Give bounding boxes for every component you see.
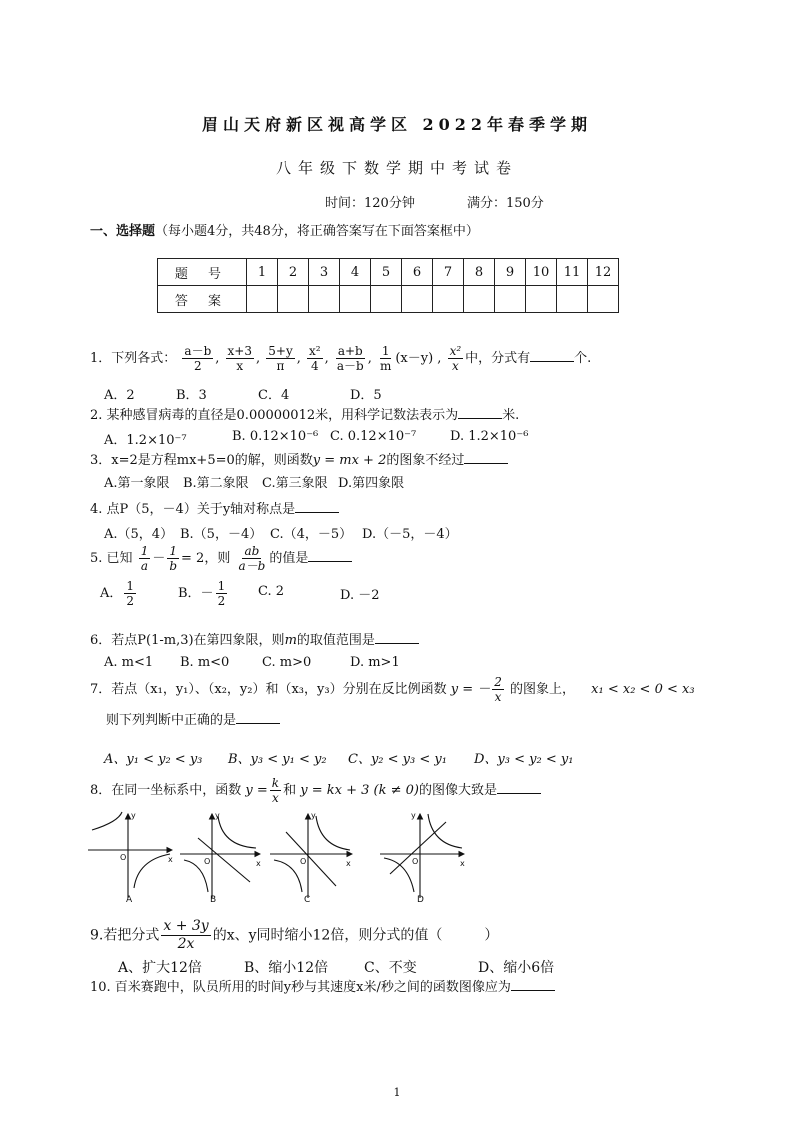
answer-table-number-row bbox=[158, 259, 619, 286]
denominator: 2 bbox=[126, 594, 135, 608]
q8-graph-d[interactable] bbox=[380, 814, 464, 898]
answer-number: 6 bbox=[402, 259, 433, 286]
q1-fraction-6 bbox=[378, 344, 393, 373]
q1-prefix: 1．下列各式： bbox=[90, 351, 177, 366]
q1-fraction-3 bbox=[266, 344, 294, 373]
answer-number: 9 bbox=[495, 259, 526, 286]
answer-cell[interactable] bbox=[495, 286, 526, 313]
question-9 bbox=[90, 918, 498, 953]
q2-option-b[interactable]: B. 0.12×10⁻⁶ bbox=[232, 429, 319, 444]
numerator: k bbox=[271, 776, 280, 790]
q3-option-a[interactable]: A.第一象限 bbox=[104, 476, 170, 491]
question-1: 1．下列各式： $\frac{a-b}{2}$ , $\frac{x+3}{x}$ , $\frac{5+y}{\pi}$ , $\frac{\text{x²}}{4}$ , $\frac{a+b}{a-b}$ , $\frac{1}{m}$ (x－y) , $\frac{\text{x²}}{x}$ 中，分式有 个. bbox=[90, 344, 592, 373]
q4-option-b[interactable]: B.（5，－4） bbox=[180, 527, 263, 542]
q4-text: 4. 点P（5，－4）关于y轴对称点是 bbox=[90, 502, 296, 517]
question-8 bbox=[90, 776, 541, 805]
answer-table-answer-row bbox=[158, 286, 619, 313]
exam-title: 眉山天府新区视高学区 2022年春季学期 bbox=[201, 115, 593, 134]
q5-option-b[interactable] bbox=[178, 579, 229, 608]
q1-suffix: 中，分式有 bbox=[465, 351, 531, 366]
question-7 bbox=[90, 675, 695, 704]
q8-end: 的图像大致是 bbox=[418, 783, 497, 798]
q5-answer-blank[interactable] bbox=[308, 549, 352, 562]
q1-option-d[interactable]: D．5 bbox=[350, 388, 382, 403]
numerator: x + 3y bbox=[163, 918, 209, 934]
q1-end: 个. bbox=[574, 351, 592, 366]
answer-cell[interactable] bbox=[402, 286, 433, 313]
axis-y-label: y bbox=[131, 811, 136, 820]
answer-cell[interactable] bbox=[557, 286, 588, 313]
axis-x-label: x bbox=[168, 855, 173, 864]
q1-fraction-5 bbox=[335, 344, 366, 373]
q5-option-c[interactable]: C. 2 bbox=[258, 584, 285, 599]
answer-cell[interactable] bbox=[588, 286, 619, 313]
denominator: x bbox=[494, 690, 502, 704]
origin-label: O bbox=[120, 853, 127, 862]
q4-option-d[interactable]: D.（－5，－4） bbox=[362, 527, 458, 542]
q7-option-a[interactable]: A、y₁ < y₂ < y₃ bbox=[104, 752, 203, 767]
q2-text: 2. 某种感冒病毒的直径是0.00000012米，用科学记数法表示为 bbox=[90, 408, 459, 423]
q2-option-a[interactable]: A．1.2×10⁻⁷ bbox=[104, 433, 187, 448]
answer-cell[interactable] bbox=[278, 286, 309, 313]
q4-answer-blank[interactable] bbox=[295, 500, 339, 513]
q3-option-d[interactable]: D.第四象限 bbox=[338, 476, 405, 491]
axis-x-label: x bbox=[346, 859, 351, 868]
section-note: （每小题4分，共48分，将正确答案写在下面答案框中） bbox=[155, 224, 479, 239]
q5-option-a-fraction bbox=[124, 579, 136, 608]
q7-line-2 bbox=[106, 709, 280, 728]
answer-table-header-answer: 答 案 bbox=[158, 286, 247, 313]
numerator: x² bbox=[449, 344, 462, 358]
q6-option-c[interactable]: C. m>0 bbox=[262, 655, 312, 670]
q3-option-b[interactable]: B.第二象限 bbox=[183, 476, 249, 491]
q4-option-a[interactable]: A.（5，4） bbox=[104, 527, 174, 542]
exam-score: 满分：150分 bbox=[466, 196, 544, 211]
question-4 bbox=[90, 498, 339, 517]
numerator: 1 bbox=[217, 579, 226, 593]
numerator: a－b bbox=[184, 344, 212, 358]
q1-option-c[interactable]: C．4 bbox=[258, 388, 290, 403]
axis-y-label: y bbox=[215, 811, 220, 820]
q8-graph-b[interactable] bbox=[180, 814, 260, 898]
q1-fraction-2 bbox=[226, 344, 254, 373]
q5-option-d[interactable]: D. －2 bbox=[340, 588, 380, 603]
q1-option-a[interactable]: A．2 bbox=[104, 388, 135, 403]
axis-x-label: x bbox=[460, 859, 465, 868]
question-10 bbox=[90, 976, 555, 995]
q2-answer-blank[interactable] bbox=[458, 406, 502, 419]
origin-label: O bbox=[204, 857, 211, 866]
q7-answer-blank[interactable] bbox=[236, 711, 280, 724]
numerator: 1 bbox=[169, 544, 177, 558]
answer-number: 4 bbox=[340, 259, 371, 286]
answer-number: 5 bbox=[371, 259, 402, 286]
q5-text: 5. 已知 bbox=[90, 551, 133, 566]
option-label: B．－ bbox=[178, 586, 214, 601]
axis-y-label: y bbox=[411, 811, 416, 820]
q9-text: 9.若把分式 bbox=[90, 927, 160, 944]
q1-fraction-4 bbox=[307, 344, 323, 373]
q8-answer-blank[interactable] bbox=[497, 781, 541, 794]
answer-number: 2 bbox=[278, 259, 309, 286]
q6-text: 6．若点P(1-m,3)在第四象限，则 bbox=[90, 633, 285, 648]
denominator: a－b bbox=[336, 359, 364, 373]
numerator: 1 bbox=[126, 579, 135, 593]
numerator: 1 bbox=[140, 544, 149, 558]
axis-x-label: x bbox=[256, 859, 261, 868]
numerator: 2 bbox=[494, 675, 502, 689]
numerator: 1 bbox=[381, 344, 390, 358]
q3-end: 的图象不经过 bbox=[386, 453, 465, 468]
q8-graph-a[interactable] bbox=[88, 812, 172, 898]
q5-fraction-3 bbox=[236, 544, 267, 573]
q7-option-c[interactable]: C、y₂ < y₃ < y₁ bbox=[348, 752, 447, 767]
q9-fraction bbox=[161, 918, 210, 953]
q1-term-tail: (x－y) bbox=[395, 351, 434, 366]
denominator: x bbox=[272, 791, 279, 805]
q9-end: 的x、y同时缩小12倍，则分式的值（ ） bbox=[212, 927, 499, 944]
denominator: a bbox=[140, 559, 149, 573]
graph-label-b: B bbox=[210, 895, 217, 904]
answer-number: 12 bbox=[588, 259, 619, 286]
q8-expression: y = kx + 3 (k ≠ 0) bbox=[300, 783, 419, 798]
answer-number: 10 bbox=[526, 259, 557, 286]
graph-label-d: D bbox=[417, 895, 424, 904]
numerator: a+b bbox=[337, 344, 363, 358]
origin-label: O bbox=[412, 857, 419, 866]
q6-end: 的取值范围是 bbox=[296, 633, 375, 648]
numerator: x² bbox=[309, 344, 321, 358]
q6-variable: m bbox=[284, 633, 297, 648]
q3-expression: y = mx + 2 bbox=[312, 453, 387, 468]
q7-text: 7．若点（x₁，y₁）、（x₂，y₂）和（x₃，y₃）分别在反比例函数 bbox=[90, 682, 447, 697]
q9-option-d[interactable]: D、缩小6倍 bbox=[478, 960, 555, 976]
q4-option-c[interactable]: C.（4，－5） bbox=[270, 527, 353, 542]
q7-function-prefix: y = － bbox=[450, 682, 491, 697]
q9-option-a[interactable]: A、扩大12倍 bbox=[118, 960, 202, 976]
q1-answer-blank[interactable] bbox=[530, 349, 574, 362]
answer-number: 8 bbox=[464, 259, 495, 286]
answer-cell[interactable] bbox=[433, 286, 464, 313]
q7-condition: x₁ < x₂ < 0 < x₃ bbox=[591, 682, 695, 697]
q6-option-b[interactable]: B. m<0 bbox=[180, 655, 230, 670]
exam-subtitle: 八年级下数学期中考试卷 bbox=[275, 159, 518, 177]
denominator: 2x bbox=[177, 936, 195, 952]
q8-text: 8．在同一坐标系中，函数 bbox=[90, 783, 242, 798]
denominator: x bbox=[451, 359, 459, 373]
answer-cell[interactable] bbox=[247, 286, 278, 313]
q10-text: 10. 百米赛跑中，队员所用的时间y秒与其速度x米/秒之间的函数图像应为 bbox=[90, 980, 511, 995]
q6-option-a[interactable]: A. m<1 bbox=[104, 655, 154, 670]
option-label: A． bbox=[100, 586, 123, 601]
exam-info bbox=[325, 192, 592, 211]
q5-fraction-1 bbox=[139, 544, 151, 573]
question-2 bbox=[90, 404, 519, 423]
q9-option-c[interactable]: C、不变 bbox=[364, 960, 417, 976]
q8-function-prefix: y = bbox=[245, 783, 268, 798]
axis-y-label: y bbox=[311, 811, 316, 820]
question-3 bbox=[90, 449, 508, 468]
q3-option-c[interactable]: C.第三象限 bbox=[262, 476, 328, 491]
q2-option-d[interactable]: D. 1.2×10⁻⁶ bbox=[450, 429, 529, 444]
denominator: m bbox=[379, 359, 392, 373]
q3-text: 3．x=2是方程mx+5=0的解，则函数 bbox=[90, 453, 313, 468]
answer-cell[interactable] bbox=[526, 286, 557, 313]
numerator: x+3 bbox=[227, 344, 252, 358]
q8-graphs bbox=[80, 808, 520, 904]
answer-cell[interactable] bbox=[309, 286, 340, 313]
q1-fraction-7 bbox=[448, 344, 464, 373]
q7-line2-text: 则下列判断中正确的是 bbox=[106, 713, 237, 728]
section-heading bbox=[90, 220, 479, 239]
question-5 bbox=[90, 544, 352, 573]
answer-number: 11 bbox=[557, 259, 588, 286]
q10-answer-blank[interactable] bbox=[511, 978, 555, 991]
q5-fraction-2 bbox=[167, 544, 179, 573]
answer-cell[interactable] bbox=[371, 286, 402, 313]
q8-fraction bbox=[270, 776, 281, 805]
q5-minus: － bbox=[152, 551, 166, 566]
q5-option-a[interactable] bbox=[100, 579, 138, 608]
q5-option-b-fraction bbox=[216, 579, 228, 608]
numerator: ab bbox=[244, 544, 260, 558]
numerator: 5+y bbox=[268, 344, 293, 358]
graph-label-c: C bbox=[304, 895, 311, 904]
exam-time: 时间：120分钟 bbox=[325, 196, 415, 211]
q8-mid: 和 bbox=[283, 783, 297, 798]
denominator: 4 bbox=[310, 359, 319, 373]
q9-option-b[interactable]: B、缩小12倍 bbox=[244, 960, 329, 976]
q1-fraction-1 bbox=[182, 344, 213, 373]
denominator: a－b bbox=[238, 559, 266, 573]
q5-equals: = 2，则 bbox=[181, 551, 231, 566]
q6-option-d[interactable]: D. m>1 bbox=[350, 655, 400, 670]
answer-table-header-number: 题 号 bbox=[158, 259, 247, 286]
denominator: 2 bbox=[217, 594, 226, 608]
answer-cell[interactable] bbox=[340, 286, 371, 313]
origin-label: O bbox=[300, 857, 307, 866]
page-number: 1 bbox=[393, 1086, 401, 1099]
q7-mid: 的图象上， bbox=[510, 682, 576, 697]
denominator: π bbox=[276, 359, 285, 373]
q1-option-b[interactable]: B．3 bbox=[176, 388, 207, 403]
q2-option-c[interactable]: C. 0.12×10⁻⁷ bbox=[330, 429, 417, 444]
q6-answer-blank[interactable] bbox=[375, 631, 419, 644]
q7-option-d[interactable]: D、y₃ < y₂ < y₁ bbox=[474, 752, 574, 767]
denominator: 2 bbox=[194, 359, 202, 373]
answer-number: 3 bbox=[309, 259, 340, 286]
answer-table bbox=[157, 258, 619, 313]
q7-option-b[interactable]: B、y₃ < y₁ < y₂ bbox=[228, 752, 327, 767]
section-label: 一、选择题 bbox=[90, 224, 156, 239]
q2-end: 米. bbox=[502, 408, 520, 423]
q7-fraction bbox=[492, 675, 504, 704]
denominator: x bbox=[236, 359, 244, 373]
q8-graph-c[interactable] bbox=[270, 814, 352, 898]
question-6 bbox=[90, 629, 419, 648]
q3-answer-blank[interactable] bbox=[464, 451, 508, 464]
answer-number: 7 bbox=[433, 259, 464, 286]
denominator: b bbox=[169, 559, 178, 573]
answer-cell[interactable] bbox=[464, 286, 495, 313]
graph-label-a: A bbox=[126, 895, 133, 904]
answer-number: 1 bbox=[247, 259, 278, 286]
q5-end: 的值是 bbox=[269, 551, 309, 566]
